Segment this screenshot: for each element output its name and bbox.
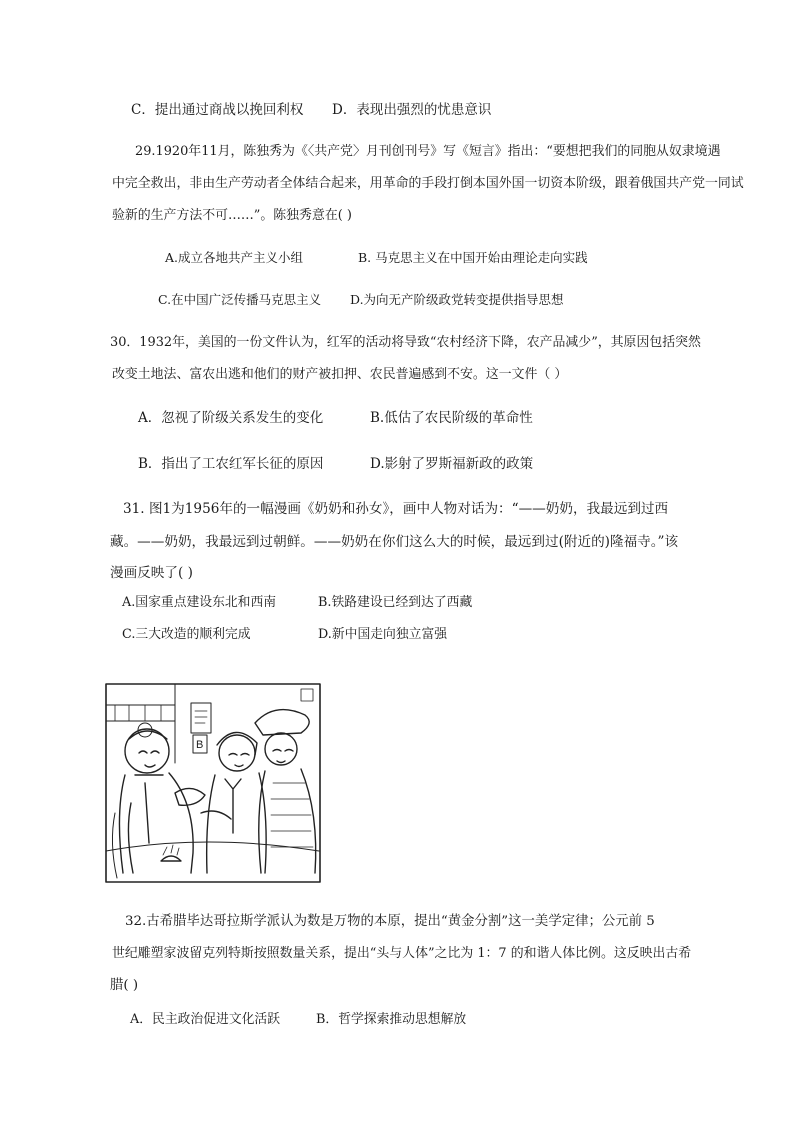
q32-option-a: A．民主政治促进文化活跃 (130, 1012, 281, 1027)
q30-stem-line-2: 改变土地法、富农出逃和他们的财产被扣押、农民普遍感到不安。这一文件（ ） (112, 367, 568, 382)
q29-option-c: C.在中国广泛传播马克思主义 (158, 292, 322, 307)
q31-stem-line-2: 藏。——奶奶，我最远到过朝鲜。——奶奶在你们这么大的时候，最远到过(附近的)隆福寺。”该 (110, 534, 679, 550)
q30-option-d: D.影射了罗斯福新政的政策 (370, 456, 534, 472)
q30-option-b: B.低估了农民阶级的革命性 (370, 410, 533, 426)
q29-stem-line-1: 29.1920年11月，陈独秀为《〈共产党〉月刊创刊号》写《短言》指出：“要想把我们的同胞从奴隶境遇 (135, 144, 721, 159)
q30-option-a: A．忽视了阶级关系发生的变化 (138, 410, 324, 426)
q31-option-d: D.新中国走向独立富强 (318, 627, 448, 642)
q30-stem-line-1: 30．1932年，美国的一份文件认为，红军的活动将导致“农村经济下降，农产品减少”，其原因包括突然 (110, 335, 701, 350)
q29-stem-line-3: 验新的生产方法不可……”。陈独秀意在( ) (112, 208, 352, 223)
q32-stem-line-1: 32.古希腊毕达哥拉斯学派认为数是万物的本原，提出“黄金分割”这一美学定律；公元前 5 (125, 914, 655, 929)
q29-option-b: B. 马克思主义在中国开始由理论走向实践 (358, 250, 588, 265)
q31-stem-line-1: 31. 图1为1956年的一幅漫画《奶奶和孙女》，画中人物对话为：“——奶奶，我最远到过西 (123, 501, 669, 517)
q28-option-c: C．提出通过商战以挽回利权 (131, 102, 304, 118)
q31-option-a: A.国家重点建设东北和西南 (122, 595, 277, 610)
grandma-granddaughters-cartoon (105, 683, 321, 883)
q32-stem-line-3: 腊( ) (110, 978, 139, 993)
q32-option-b: B．哲学探索推动思想解放 (316, 1012, 467, 1027)
q30-option-c: B．指出了工农红军长征的原因 (138, 456, 324, 472)
svg-text:B: B (196, 739, 204, 751)
q31-stem-line-3: 漫画反映了( ) (110, 565, 193, 581)
q29-option-d: D.为向无产阶级政党转变提供指导思想 (350, 292, 564, 307)
q31-option-b: B.铁路建设已经到达了西藏 (318, 595, 473, 610)
q32-stem-line-2: 世纪雕塑家波留克列特斯按照数量关系，提出“头与人体”之比为 1：7 的和谐人体比例。这反映出古希 (112, 946, 692, 961)
q31-option-c: C.三大改造的顺利完成 (122, 627, 251, 642)
q29-stem-line-2: 中完全救出，非由生产劳动者全体结合起来，用革命的手段打倒本国外国一切资本阶级，跟着俄国共产党一同试 (112, 176, 744, 191)
q29-option-a: A.成立各地共产主义小组 (165, 250, 304, 265)
q28-option-d: D．表现出强烈的忧患意识 (332, 102, 492, 118)
